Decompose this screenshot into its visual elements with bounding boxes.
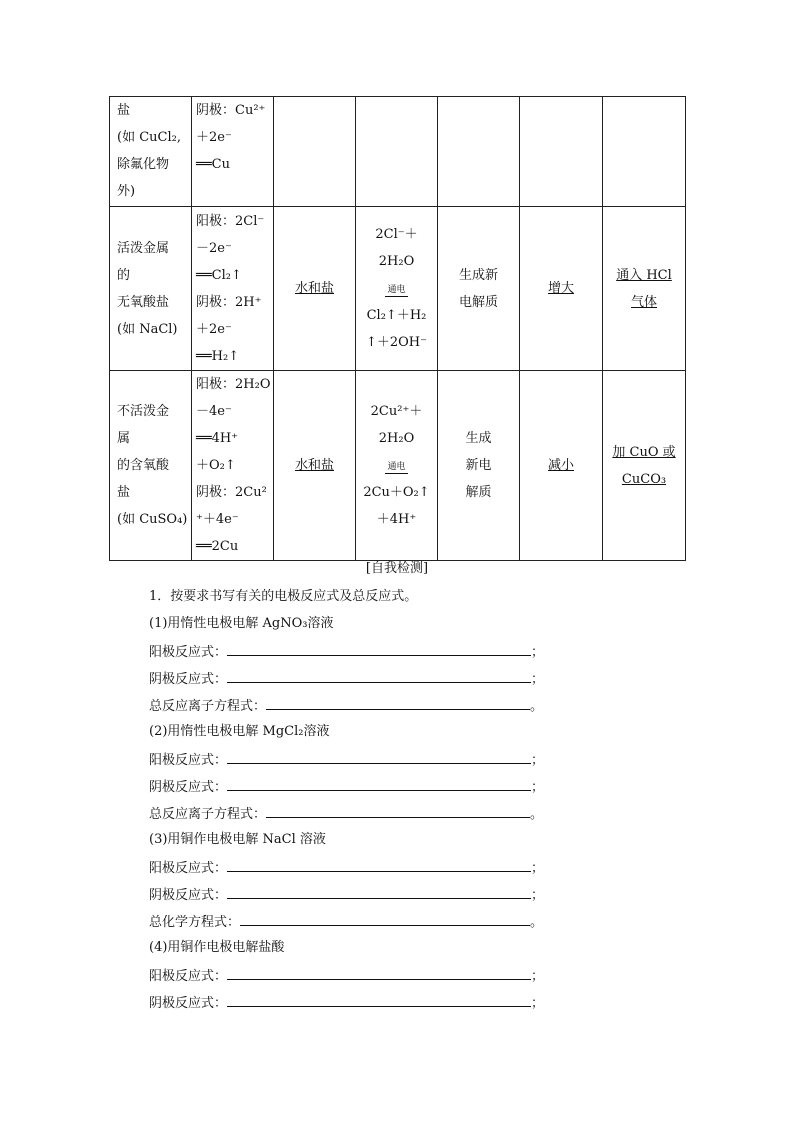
answer-label: 阳极反应式： <box>149 861 228 876</box>
answer-blank[interactable] <box>227 749 531 764</box>
electrode-reaction-cell: 阴极：Cu²⁺ ＋2e⁻ ══Cu <box>192 97 274 207</box>
empty-cell <box>603 97 686 207</box>
answer-label: 阳极反应式： <box>149 969 228 984</box>
answer-line: 阳极反应式： ； <box>149 965 544 985</box>
answer-line: 总反应离子方程式： 。 <box>149 695 543 715</box>
total-reaction-cell: 2Cu²⁺＋ 2H₂O 通电 2Cu＋O₂↑ ＋4H⁺ <box>356 371 438 561</box>
electrolyte-type-cell: 盐 (如 CuCl₂, 除氟化物 外) <box>110 97 192 207</box>
answer-label: 阴极反应式： <box>149 780 228 795</box>
electrolyte-type-cell: 不活泼金 属 的含氧酸 盐 (如 CuSO₄) <box>110 371 192 561</box>
empty-cell <box>520 97 603 207</box>
electrode-reaction-cell: 阳极：2H₂O －4e⁻ ══4H⁺ ＋O₂↑ 阴极：2Cu² ⁺＋4e⁻ ══2Cu <box>192 371 274 561</box>
answer-blank[interactable] <box>227 965 531 980</box>
restore-method-cell: 加 CuO 或 CuCO₃ <box>603 371 686 561</box>
empty-cell <box>356 97 438 207</box>
answer-label: 阳极反应式： <box>149 753 228 768</box>
ph-change-cell: 增大 <box>520 207 603 371</box>
answer-blank[interactable] <box>227 857 531 872</box>
answer-line: 总化学方程式： 。 <box>149 911 543 931</box>
part-title: (1)用惰性电极电解 AgNO₃溶液 <box>149 616 334 631</box>
answer-line: 阴极反应式： ； <box>149 668 544 688</box>
answer-label: 阴极反应式： <box>149 996 228 1011</box>
part-title: (3)用铜作电极电解 NaCl 溶液 <box>149 832 326 847</box>
table-row <box>110 97 686 207</box>
answer-label: 阴极反应式： <box>149 672 228 687</box>
answer-blank[interactable] <box>227 668 531 683</box>
answer-line: 阴极反应式： ； <box>149 992 544 1012</box>
answer-line: 阳极反应式： ； <box>149 641 544 661</box>
section-title: [自我检测] <box>365 561 429 576</box>
concentration-change-cell: 生成 新电 解质 <box>438 371 520 561</box>
table-row <box>110 371 686 561</box>
answer-line: 阴极反应式： ； <box>149 884 544 904</box>
reaction-condition: 通电 <box>387 285 406 295</box>
empty-cell <box>274 97 356 207</box>
answer-line: 总反应离子方程式： 。 <box>149 803 543 823</box>
electrolyte-type-cell: 活泼金属 的 无氧酸盐 (如 NaCl) <box>110 207 192 371</box>
answer-line: 阳极反应式： ； <box>149 749 544 769</box>
answer-label: 总反应离子方程式： <box>149 699 267 714</box>
electrolyzed-substance-cell: 水和盐 <box>274 371 356 561</box>
answer-blank[interactable] <box>227 641 531 656</box>
answer-line: 阳极反应式： ； <box>149 857 544 877</box>
ph-change-cell: 减小 <box>520 371 603 561</box>
answer-blank[interactable] <box>266 803 530 818</box>
answer-label: 阳极反应式： <box>149 645 228 660</box>
answer-blank[interactable] <box>266 695 530 710</box>
question-text: 1．按要求书写有关的电极反应式及总反应式。 <box>149 589 418 604</box>
answer-line: 阴极反应式： ； <box>149 776 544 796</box>
restore-method-cell: 通入 HCl 气体 <box>603 207 686 371</box>
answer-blank[interactable] <box>240 911 530 926</box>
part-title: (2)用惰性电极电解 MgCl₂溶液 <box>149 724 330 739</box>
table-row <box>110 207 686 371</box>
answer-blank[interactable] <box>227 776 531 791</box>
answer-blank[interactable] <box>227 992 531 1007</box>
answer-label: 总化学方程式： <box>149 915 241 930</box>
electrode-reaction-cell: 阳极：2Cl⁻ －2e⁻ ══Cl₂↑ 阴极：2H⁺ ＋2e⁻ ══H₂↑ <box>192 207 274 371</box>
answer-label: 总反应离子方程式： <box>149 807 267 822</box>
part-title: (4)用铜作电极电解盐酸 <box>149 940 285 955</box>
reaction-condition: 通电 <box>387 462 406 472</box>
answer-blank[interactable] <box>227 884 531 899</box>
electrolyzed-substance-cell: 水和盐 <box>274 207 356 371</box>
total-reaction-cell: 2Cl⁻＋ 2H₂O 通电 Cl₂↑＋H₂ ↑＋2OH⁻ <box>356 207 438 371</box>
empty-cell <box>438 97 520 207</box>
concentration-change-cell: 生成新 电解质 <box>438 207 520 371</box>
electrolysis-table <box>109 96 686 561</box>
answer-label: 阴极反应式： <box>149 888 228 903</box>
